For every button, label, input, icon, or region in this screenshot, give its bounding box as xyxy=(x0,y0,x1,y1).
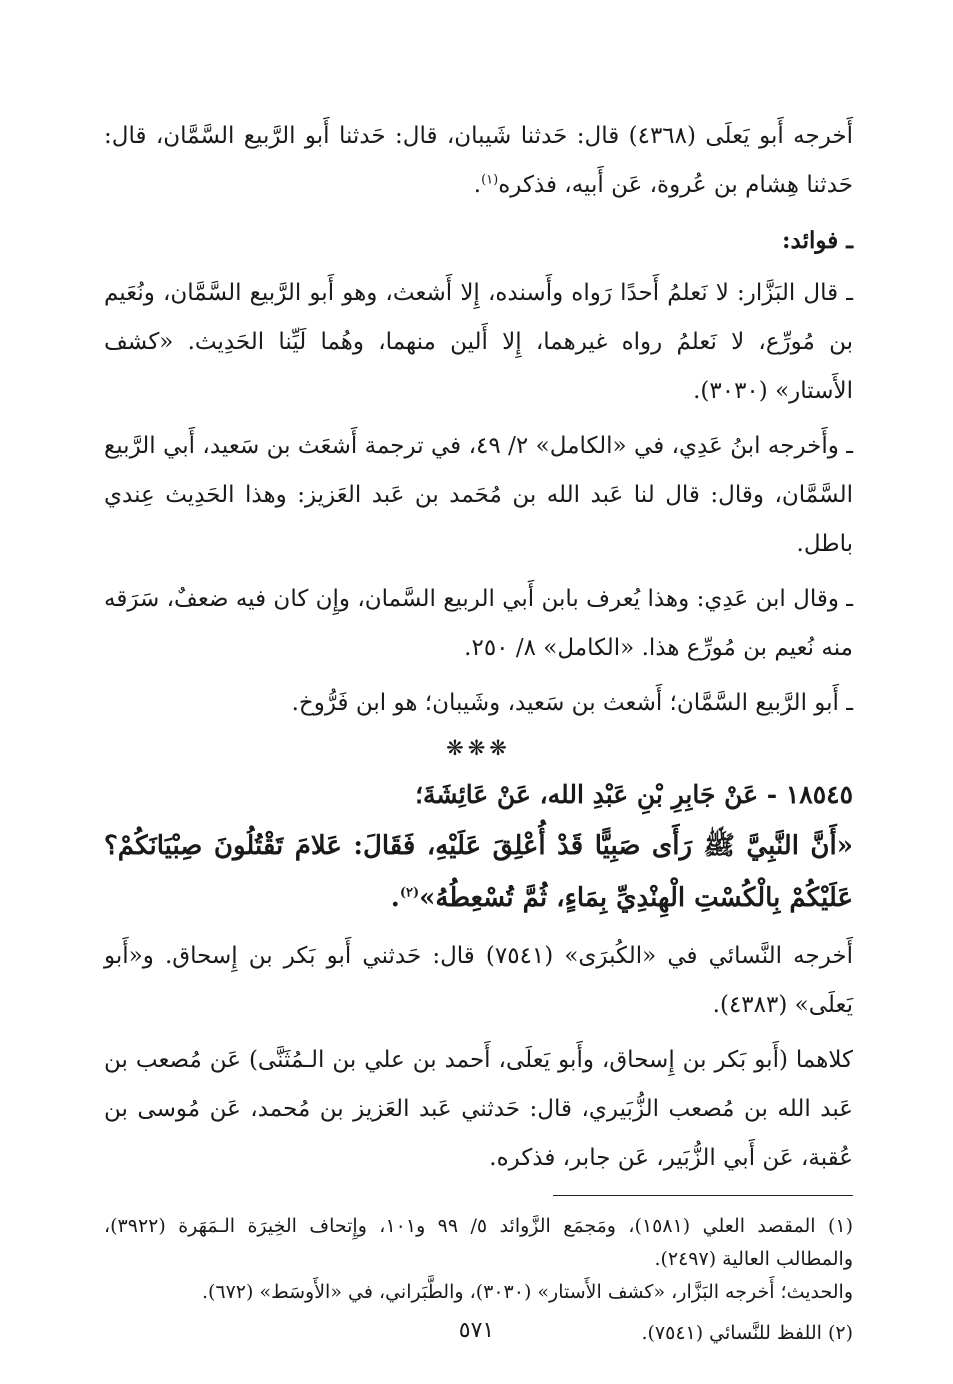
section-separator: ❋❋❋ xyxy=(446,736,511,760)
paragraph-bazzar-comment: ـ قال البَزَّار: لا نَعلمُ أَحدًا رَواه وأَسنده، إِلا أَشعث، وهو أَبو الرَّبيع السَّمَّان، ونُعَيم بن مُورِّع، لا نَعلمُ رواه غيرهما، إِلا أَلين منهما، وهُما لَيِّنا الحَدِيث. «كشف الأَستار» (٣٠٣٠). xyxy=(104,280,853,404)
footnote-ref-1[interactable]: (١) xyxy=(481,172,499,188)
footnote-ref-2[interactable]: (٢) xyxy=(399,885,420,901)
paragraph-takhrij-abu-yala: أَخرجه أَبو يَعلَى (٤٣٦٨) قال: حَدثنا شَيبان، قال: حَدثنا أَبو الرَّبيع السَّمَّان، قال: حَدثنا هِشام بن عُروة، عَن أَبيه، فذكره$^{(١)}$. xyxy=(104,123,853,198)
paragraph-isnad-both: كلاهما (أَبو بَكر بن إِسحاق، وأَبو يَعلَى، أَحمد بن علي بن الـمُثَنَّى) عَن مُصعب بن عَبد الله بن مُصعب الزُّبَيري، قال: حَدثني عَبد العَزيز بن مُحمد، عَن مُوسى بن عُقبة، عَن أَبي الزُّبَير، عَن جابر، فذكره. xyxy=(104,1047,853,1171)
footnote-1: (١) المقصد العلي (١٥٨١)، ومَجمَع الزَّوائد ٥/ ٩٩ و١٠١، وإِتحاف الخِيرَة الـمَهَرة (٣٩٢٢)، والمطالب العالية (٢٤٩٧). xyxy=(104,1215,853,1270)
paragraph-takhrij-nasai: أَخرجه النَّسائي في «الكُبرَى» (٧٥٤١) قال: حَدثني أَبو بَكر بن إِسحاق. و«أَبو يَعلَى» (٤٣٨٣). xyxy=(104,943,853,1018)
hadith-number: ١٨٥٤٥ - xyxy=(766,780,853,809)
hadith-text: «أَنَّ النَّبِيَّ ﷺ رَأَى صَبِيًّا قَدْ أُعْلِقَ عَلَيْهِ، فَقَالَ: عَلامَ تَقْتُلُونَ صِبْيَانَكُمْ؟ عَلَيْكُمْ بِالْكُسْتِ الْهِنْدِيِّ بِمَاءٍ، ثُمَّ تُسْعِطُهُ»$^{(٢)}$. xyxy=(104,831,853,913)
paragraph-ibn-adi-comment: ـ وقال ابن عَدِي: وهذا يُعرف بابن أَبي الربيع السَّمان، وإِن كان فيه ضعفٌ، سَرَقه منه نُعيم بن مُورِّع هذا. «الكامل» ٨/ ٢٥٠. xyxy=(104,586,853,661)
paragraph-narrator-notes: ـ أَبو الرَّبيع السَّمَّان؛ أَشعث بن سَعيد، وشَيبان؛ هو ابن فَرُّوخ. xyxy=(291,690,853,716)
footnote-2: (٢) اللفظ للنَّسائي (٧٥٤١). xyxy=(641,1322,853,1344)
footnote-divider xyxy=(553,1195,853,1196)
paragraph-ibn-adi-kamil: ـ وأَخرجه ابنُ عَدِي، في «الكامل» ٢/ ٤٩، في ترجمة أَشعَث بن سَعيد، أَبي الرَّبيع السَّمَّان، وقال: قال لنا عَبد الله بن مُحَمد بن عَبد العَزيز: وهذا الحَدِيث عِندي باطل. xyxy=(104,433,853,557)
fawaid-heading: ـ فوائد: xyxy=(782,227,853,254)
hadith-header xyxy=(104,770,853,820)
page-number: ٥٧١ xyxy=(458,1318,495,1343)
footnote-1-continued: والحديث؛ أَخرجه البَزَّار، «كشف الأَستار» (٣٠٣٠)، والطَّبَراني، في «الأَوسَط» (٦٧٢). xyxy=(201,1281,853,1303)
hadith-chain: عَنْ جَابِرِ بْنِ عَبْدِ الله، عَنْ عَائِشَةَ؛ xyxy=(415,780,759,809)
